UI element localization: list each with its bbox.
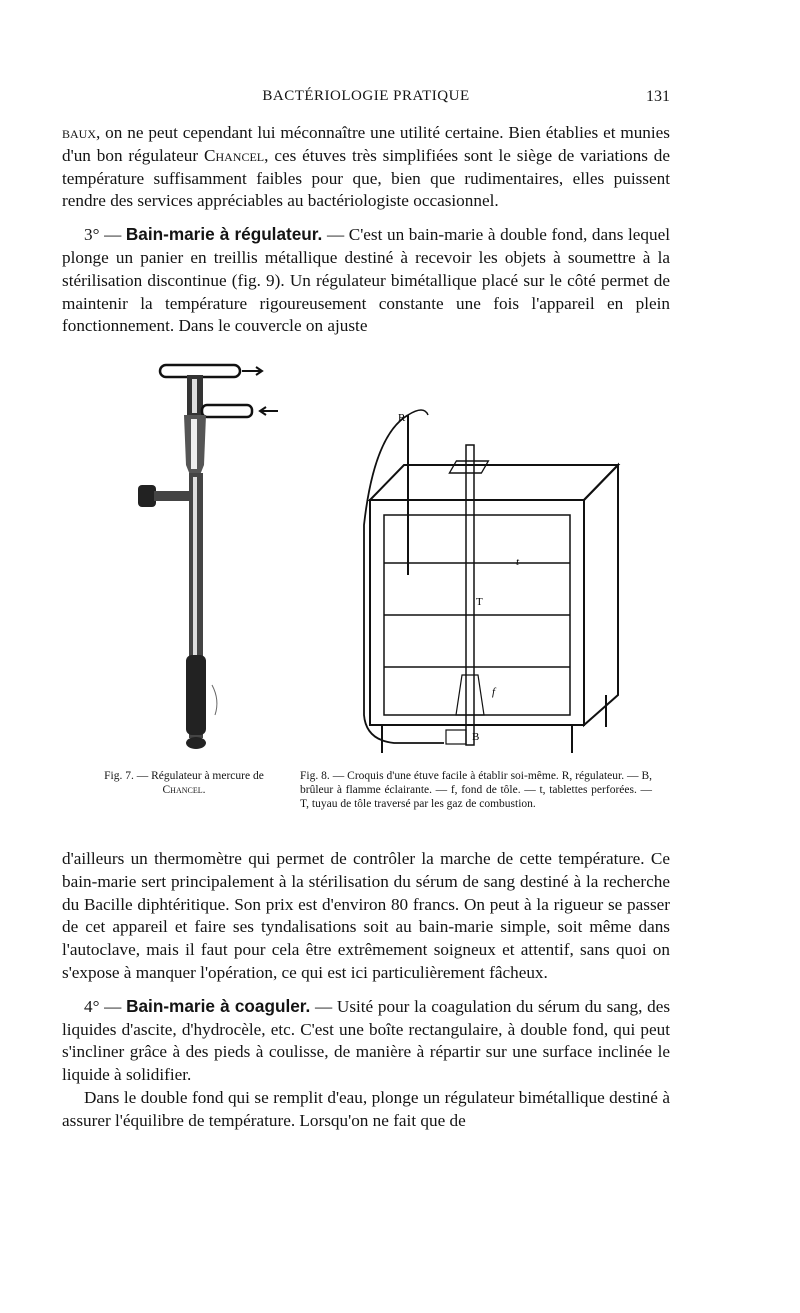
paragraph-text: , ces étuves très simplifiées sont le siège de variations de température suffisamment faibles pour que, bien que rudimentaires, elles puissent rendre des services appréciables au bactériologiste occasionnel. xyxy=(62,145,671,211)
text-block-bottom xyxy=(62,848,670,1133)
paragraph-continuation xyxy=(62,122,670,213)
text-block-top xyxy=(62,122,670,338)
paragraph-text: — C'est un bain-marie à double fond, dans lequel plonge un panier en treillis métallique destiné à recevoir les objets à soumettre à la stérilisation discontinue (fig. 9). Un régulateur bimétallique placé sur le côté permet de maintenir la température rigoureusement constante une fois l'appareil en plein fonctionnement. Dans le couvercle on ajuste xyxy=(62,225,670,336)
section-heading: Bain-marie à régulateur. xyxy=(125,224,323,245)
caption-end: . xyxy=(202,784,206,796)
person-name: Chancel xyxy=(204,145,265,165)
label-t: t xyxy=(516,556,520,568)
paragraph-bain-marie-coaguler xyxy=(62,995,670,1087)
caption-text: Régulateur à mercure de xyxy=(151,770,264,782)
paragraph-thermometre: d'ailleurs un thermomètre qui permet de contrôler la marche de cette température. Ce bain-marie sert principalement à la stérilisation du sérum de sang destiné à la recherche du Bacille diphtéritique. Son prix est d'environ 80 francs. On peut à la rigueur se passer de cet appareil et faire ses tyndalisations soit au bain-marie simple, soit même dans l'autoclave, mais il faut pour cela être extrêmement soigneux et attentif, sans quoi on s'expose à manquer l'opération, ce qui est ici particulièrement fâcheux. xyxy=(62,849,670,982)
caption-name: Chancel xyxy=(162,784,203,796)
label-B: B xyxy=(472,731,480,743)
figures-area xyxy=(62,355,670,830)
figure-8-caption xyxy=(300,769,652,811)
paragraph-text: — Usité pour la coagulation du sérum du sang, des liquides d'ascite, d'hydrocèle, etc. C'est une boîte rectangulaire, à double fond, qui peut s'incliner grâce à des pieds à coulisse, de manière à répartir sur une surface inclinée le liquide à solidifier. xyxy=(62,996,671,1085)
section-number: 3° — xyxy=(84,225,126,245)
paragraph-double-fond: Dans le double fond qui se remplit d'eau, plonge un régulateur bimétallique destiné à assurer l'équilibre de température. Lorsqu'on ne fait que de xyxy=(62,1087,670,1130)
figure-7-mercury-regulator xyxy=(120,355,350,755)
figure-7-caption xyxy=(84,769,284,797)
paragraph-text: , on ne peut cependant lui méconnaître une utilité certaine. Bien établies et munies d'un bon régulateur xyxy=(62,123,670,165)
paragraph-bain-marie-regulateur xyxy=(62,223,670,338)
running-title: BACTÉRIOLOGIE PRATIQUE xyxy=(262,88,470,104)
section-heading: Bain-marie à coaguler. xyxy=(126,995,311,1016)
section-number: 4° — xyxy=(84,996,127,1016)
caption-prefix: Fig. 7. — xyxy=(104,770,152,782)
caption-text: Croquis d'une étuve facile à établir soi-même. R, régulateur. — B, brûleur à flamme éclairante. — f, fond de tôle. — t, tablettes perforées. — T, tuyau de tôle traversé par les gaz de combustion. xyxy=(300,770,652,810)
page-header xyxy=(62,88,670,110)
label-R: R xyxy=(398,412,406,424)
figure-8-oven-sketch xyxy=(334,375,624,760)
label-T: T xyxy=(476,596,483,608)
page-number: 131 xyxy=(646,88,670,105)
caption-prefix: Fig. 8. — xyxy=(300,770,348,782)
lead-word: baux xyxy=(62,123,97,142)
label-f: f xyxy=(492,686,496,698)
